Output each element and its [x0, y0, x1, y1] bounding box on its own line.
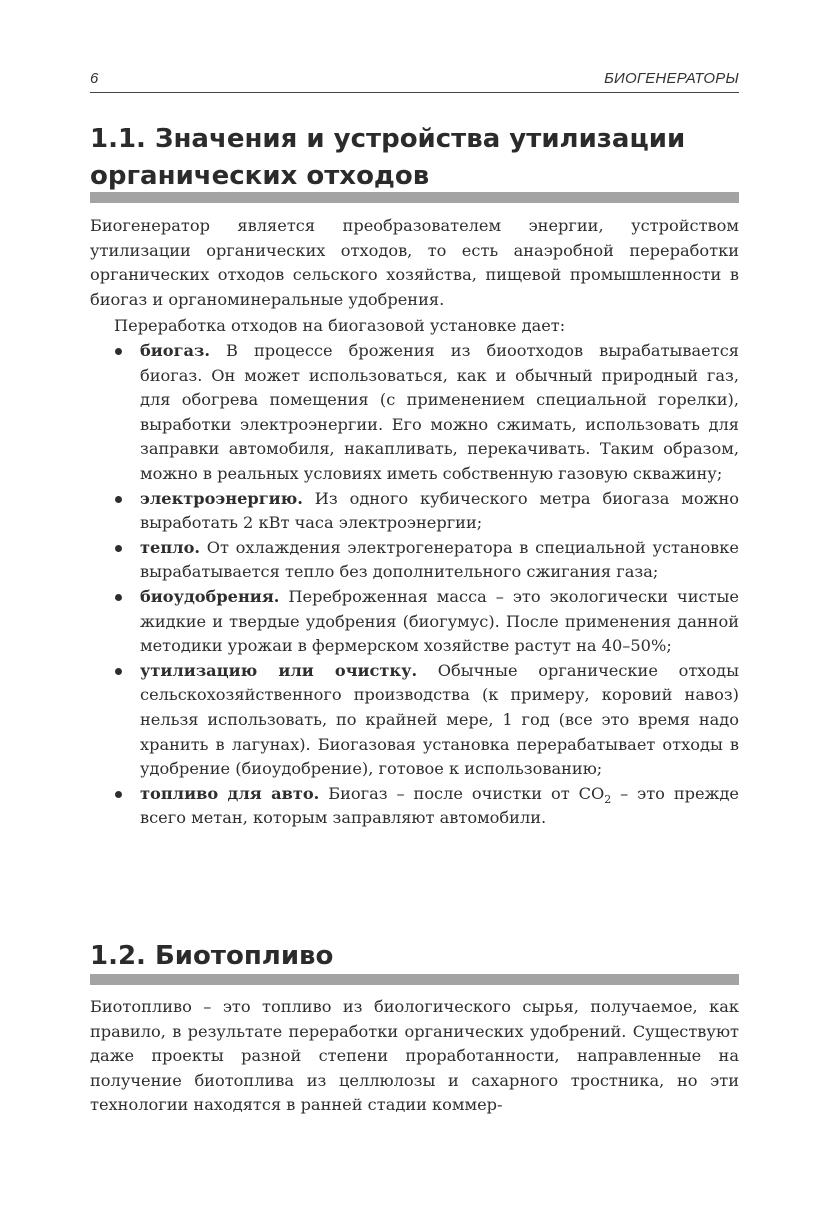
bullet-icon	[115, 545, 122, 552]
list-item	[90, 339, 739, 487]
list-item	[90, 782, 739, 831]
section-2-paragraph: Биотопливо – это топливо из биологического сырья, получаемое, как правило, в результате переработки органических удобрений. Существуют даже проекты разной степени проработанности, направленные на получение биотоплива из целлюлозы и сахарного тростника, но эти технологии находятся в ранней стадии коммер-	[90, 997, 739, 1115]
page-header	[90, 70, 739, 92]
bullet-icon	[115, 791, 122, 798]
list-item-text: От охлаждения электрогенератора в специальной установке вырабатывается тепло без дополнительного сжигания газа;	[140, 537, 739, 582]
list-item	[90, 536, 739, 585]
list-item-term: тепло.	[140, 537, 201, 557]
list-item-text: Биогаз – после очистки от CO	[319, 783, 605, 803]
bullet-icon	[115, 348, 122, 355]
section-1-intro-paragraph: Биогенератор является преобразователем энергии, устройством утилизации органических отходов, то есть анаэробной переработки органических отходов сельского хозяйства, пищевой промышленности в биогаз и органоминеральные удобрения.	[90, 216, 739, 309]
list-item	[90, 487, 739, 536]
list-item-term: биоудобрения.	[140, 586, 280, 606]
benefits-list	[90, 339, 739, 831]
list-item-term: утилизацию или очистку.	[140, 660, 418, 680]
list-item-text: Переброженная масса – это экологически чистые жидкие и твердые удобрения (биогумус). После применения данной методики урожаи в фермерском хозяйстве растут на 40–50%;	[140, 586, 739, 656]
section-1-lead-paragraph: Переработка отходов на биогазовой установке дает:	[114, 316, 566, 335]
page-number: 6	[90, 70, 99, 87]
list-item-text: В процессе брожения из биоотходов вырабатывается биогаз. Он может использоваться, как и обычный природный газ, для обогрева помещения (с применением специальной горелки), выработки электроэнергии. Его можно сжимать, использовать для заправки автомобиля, накапливать, перекачивать. Таким образом, можно в реальных условиях иметь собственную газовую скважину;	[140, 341, 739, 483]
list-item-term: электроэнергию.	[140, 488, 303, 508]
list-item-term: топливо для авто.	[140, 783, 320, 803]
header-rule	[90, 92, 739, 93]
section-1-title: 1.1. Значения и устройства утилизации органических отходов	[90, 124, 686, 191]
section-2-title-bar	[90, 974, 739, 985]
list-item-text: Из одного кубического метра биогаза можно выработать 2 кВт часа электроэнергии;	[140, 488, 739, 533]
list-item-term: биогаз.	[140, 341, 210, 360]
list-item	[90, 585, 739, 659]
section-2-title: 1.2. Биотопливо	[90, 941, 334, 971]
list-item-text: Обычные органические отходы сельскохозяйственного производства (к примеру, коровий навоз) нельзя использовать, по крайней мере, 1 год (все это время надо хранить в лагунах). Биогазовая установка перерабатывает отходы в удобрение (биоудобрение), готовое к использованию;	[140, 660, 739, 779]
running-title: БИОГЕНЕРАТОРЫ	[604, 70, 739, 87]
list-item-text-continued: – это прежде всего метан, которым заправляют автомобили.	[140, 783, 740, 828]
bullet-icon	[115, 496, 122, 503]
section-1-title-bar	[90, 192, 739, 203]
bullet-icon	[115, 668, 122, 675]
co2-subscript: 2	[604, 792, 612, 806]
list-item	[90, 659, 739, 782]
bullet-icon	[115, 594, 122, 601]
